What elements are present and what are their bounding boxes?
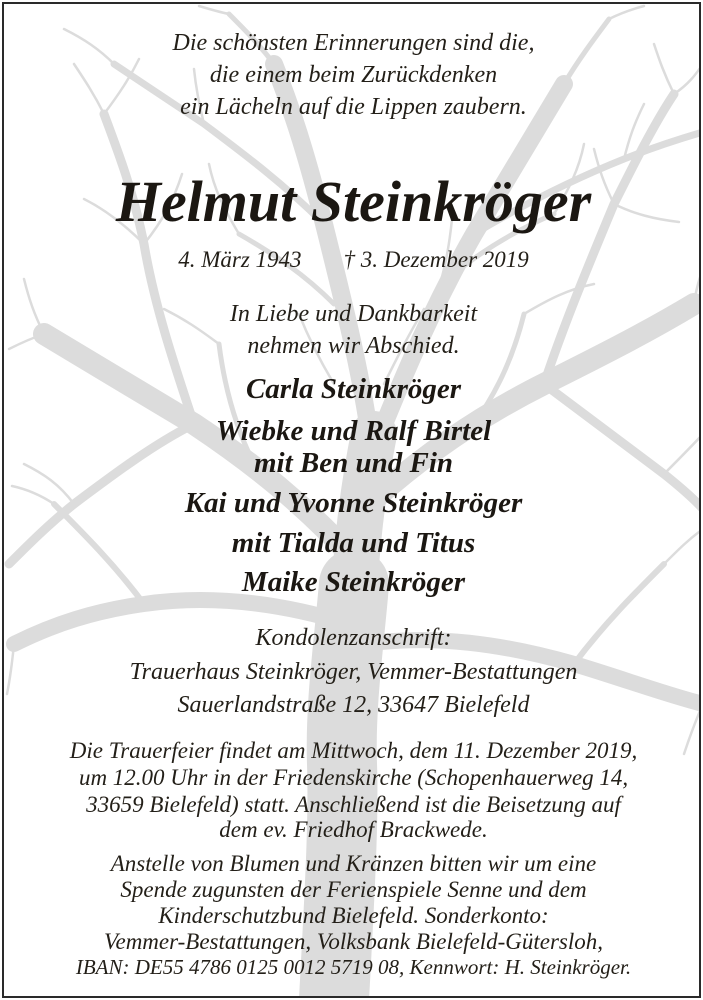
donation-line-4: Vemmer-Bestattungen, Volksbank Bielefeld-Gütersloh, — [103, 929, 604, 954]
ceremony-line-4: dem ev. Friedhof Brackwede. — [219, 817, 488, 842]
donation-line-2: Spende zugunsten der Ferienspiele Senne und dem — [120, 877, 587, 902]
farewell-line-1: In Liebe und Dankbarkeit — [229, 301, 478, 327]
farewell-line-2: nehmen wir Abschied. — [247, 333, 460, 359]
death-date: † 3. Dezember 2019 — [343, 247, 529, 272]
donation-line-1: Anstelle von Blumen und Kränzen bitten wir um eine — [110, 851, 597, 876]
deceased-name: Helmut Steinkröger — [115, 169, 592, 234]
ceremony-line-2: um 12.00 Uhr in der Friedenskirche (Schopenhauerweg 14, — [78, 765, 629, 790]
family-line-5: mit Tialda und Titus — [231, 527, 476, 559]
ceremony-line-1: Die Trauerfeier findet am Mittwoch, dem 11. Dezember 2019, — [69, 738, 638, 763]
birth-date: 4. März 1943 — [178, 247, 302, 272]
quote-line-1: Die schönsten Erinnerungen sind die, — [172, 30, 535, 56]
family-line-4: Kai und Yvonne Steinkröger — [184, 487, 523, 519]
condolence-line-1: Kondolenzanschrift: — [255, 625, 452, 651]
condolence-line-2: Trauerhaus Steinkröger, Vemmer-Bestattungen — [129, 659, 578, 685]
family-line-2: Wiebke und Ralf Birtel — [215, 415, 492, 447]
donation-line-3: Kinderschutzbund Bielefeld. Sonderkonto: — [158, 903, 549, 928]
condolence-line-3: Sauerlandstraße 12, 33647 Bielefeld — [177, 692, 530, 718]
quote-line-3: ein Lächeln auf die Lippen zaubern. — [180, 94, 527, 120]
family-line-3: mit Ben und Fin — [253, 447, 454, 479]
life-dates — [14, 246, 693, 274]
quote-line-2: die einem beim Zurückdenken — [209, 62, 498, 88]
donation-line-5: IBAN: DE55 4786 0125 0012 5719 08, Kennwort: H. Steinkröger. — [75, 955, 632, 979]
obituary-text — [4, 4, 701, 998]
family-line-1: Carla Steinkröger — [245, 373, 462, 405]
family-line-6: Maike Steinkröger — [241, 566, 466, 598]
ceremony-line-3: 33659 Bielefeld) statt. Anschließend ist die Beisetzung auf — [86, 792, 621, 817]
obituary-card — [2, 2, 701, 998]
